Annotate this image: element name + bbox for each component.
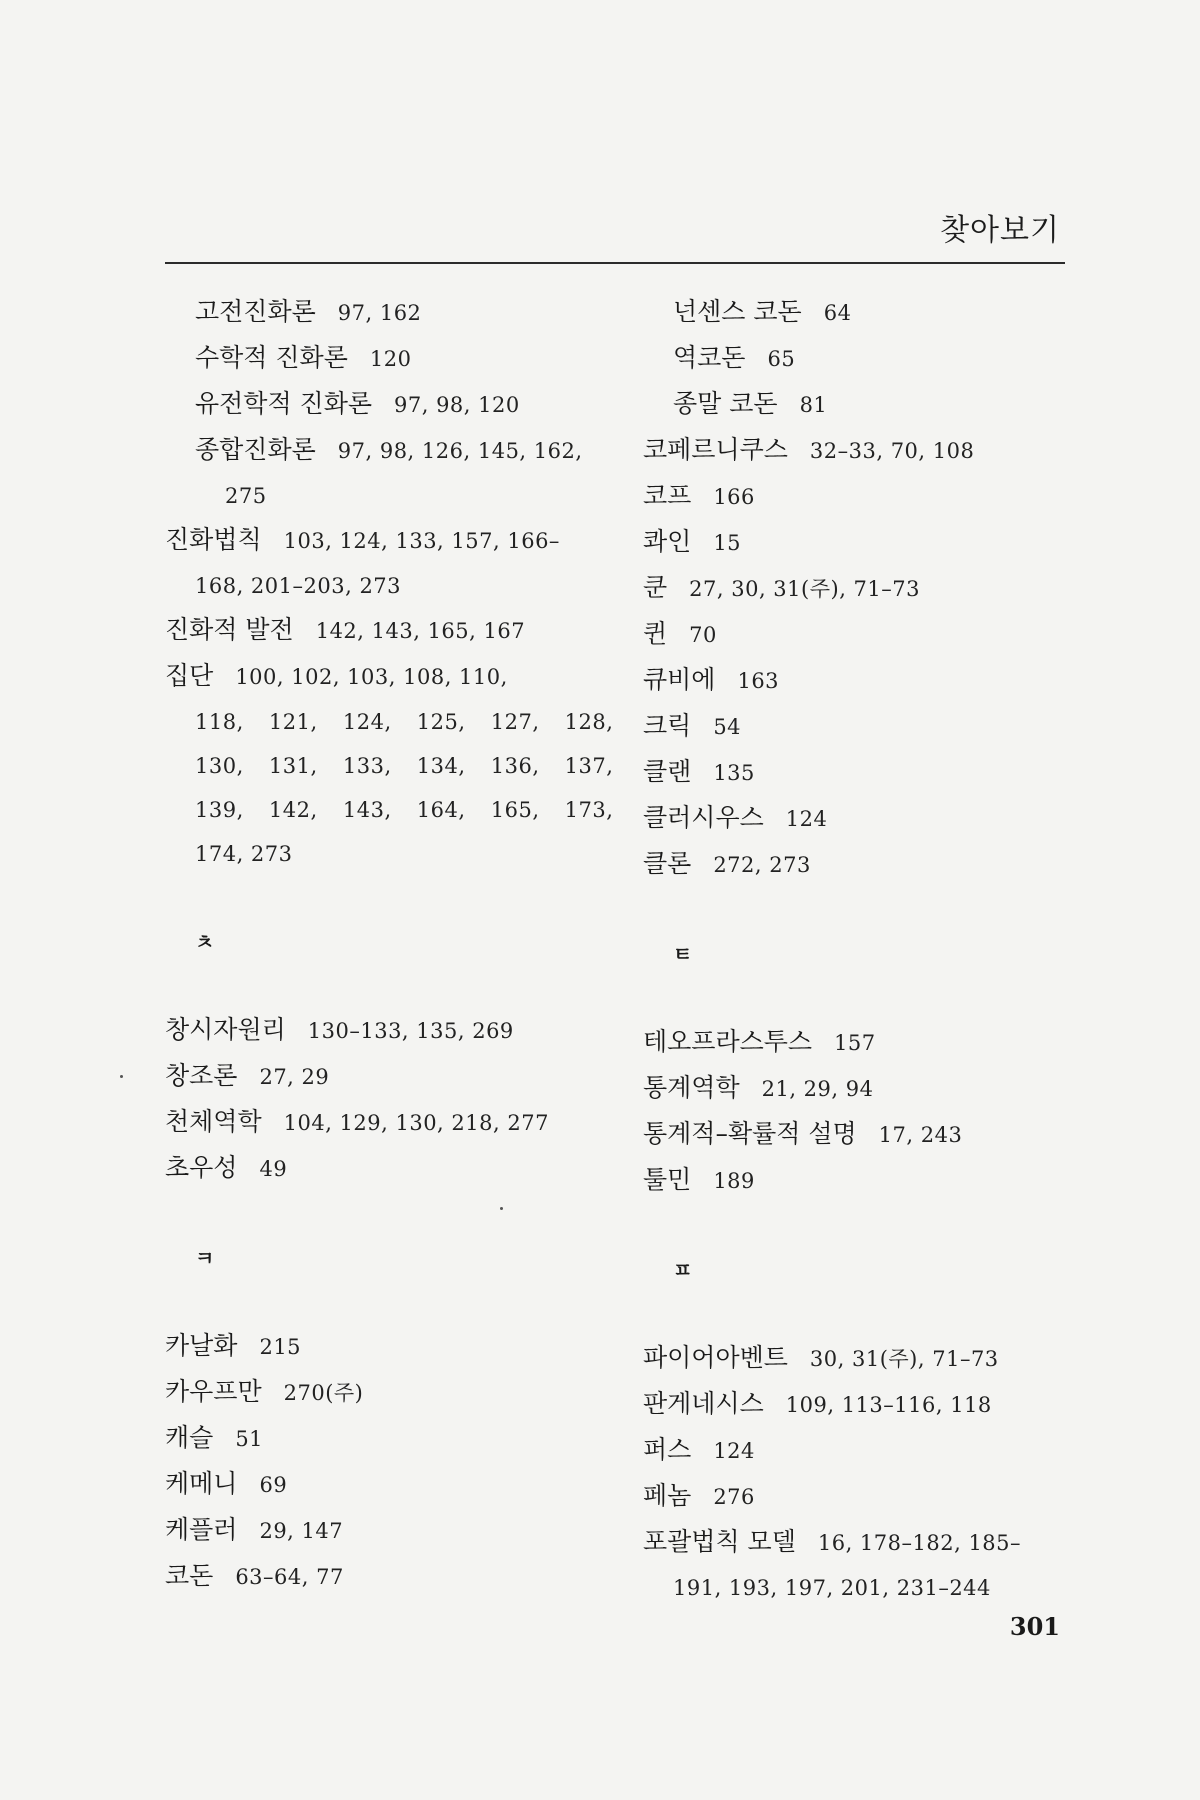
index-term: 판게네시스 [643, 1389, 764, 1418]
index-term: 크릭 [643, 711, 692, 740]
index-term: 진화적 발전 [165, 615, 294, 644]
index-entry [165, 1370, 610, 1416]
index-term: 진화법칙 [165, 525, 262, 554]
section-heading-kieuk: ㅋ [195, 1246, 215, 1270]
index-term: 클러시우스 [643, 803, 764, 832]
index-pages: 17, 243 [878, 1123, 963, 1147]
index-pages: 51 [235, 1427, 264, 1451]
index-term: 역코돈 [673, 343, 746, 372]
index-term: 툴민 [643, 1165, 692, 1194]
index-pages: 124 [713, 1439, 755, 1463]
index-entry [643, 520, 1083, 566]
index-pages: 104, 129, 130, 218, 277 [283, 1111, 549, 1135]
index-term: 페놈 [643, 1481, 692, 1510]
index-entry [643, 612, 1083, 658]
index-term: 코프 [643, 481, 692, 510]
index-pages: 97, 162 [337, 301, 422, 325]
index-entry [165, 1054, 610, 1100]
index-term: 코페르니쿠스 [643, 435, 788, 464]
index-entry [643, 336, 1083, 382]
scan-speck [500, 1207, 503, 1210]
index-entry [643, 1066, 1083, 1112]
index-entry [643, 1520, 1083, 1566]
index-term: 클론 [643, 849, 692, 878]
index-pages: 32–33, 70, 108 [809, 439, 975, 463]
index-pages: 70 [689, 623, 717, 647]
index-entry [165, 1100, 610, 1146]
index-pages: 63–64, 77 [235, 1565, 344, 1589]
index-pages-continued: 174, 273 [195, 842, 293, 866]
section-heading-tieut: ㅌ [673, 942, 693, 966]
index-entry [643, 704, 1083, 750]
index-pages: 157 [834, 1031, 876, 1055]
index-pages: 270(주) [283, 1381, 364, 1405]
index-term: 콰인 [643, 527, 692, 556]
index-pages: 54 [713, 715, 742, 739]
index-entry [643, 428, 1083, 474]
index-term: 테오프라스투스 [643, 1027, 813, 1056]
index-entry [643, 1474, 1083, 1520]
index-entry [643, 566, 1083, 612]
page-number: 301 [1009, 1612, 1060, 1641]
index-entry [165, 608, 610, 654]
index-term: 쿤 [643, 573, 668, 602]
index-entry [165, 1324, 610, 1370]
index-entry [165, 1008, 610, 1054]
index-pages: 15 [713, 531, 742, 555]
index-entry [165, 1146, 610, 1192]
index-term: 큐비에 [643, 665, 716, 694]
index-pages: 21, 29, 94 [761, 1077, 874, 1101]
index-term: 케플러 [165, 1515, 238, 1544]
index-entry [165, 518, 610, 564]
index-term: 케메니 [165, 1469, 238, 1498]
index-entry [165, 336, 610, 382]
index-entry [165, 1416, 610, 1462]
index-term: 캐슬 [165, 1423, 214, 1452]
index-entry [165, 654, 610, 700]
index-term: 포괄법칙 모델 [643, 1527, 796, 1556]
section-heading-pieup: ㅍ [673, 1258, 693, 1282]
index-pages: 29, 147 [259, 1519, 344, 1543]
index-pages: 65 [767, 347, 796, 371]
index-pages: 27, 30, 31(주), 71–73 [689, 577, 920, 601]
index-pages: 163 [737, 669, 780, 693]
index-pages: 130–133, 135, 269 [307, 1019, 514, 1043]
index-pages: 189 [713, 1169, 755, 1193]
index-pages: 69 [259, 1473, 288, 1497]
index-entry [643, 382, 1083, 428]
index-pages: 215 [259, 1335, 302, 1359]
index-term: 창시자원리 [165, 1015, 286, 1044]
index-entry [165, 1508, 610, 1554]
index-term: 카우프만 [165, 1377, 262, 1406]
index-entry [165, 382, 610, 428]
index-pages-continued: 130, 131, 133, 134, 136, 137, [195, 754, 614, 778]
scan-speck [120, 1075, 123, 1078]
index-entry [643, 796, 1083, 842]
index-pages-continued: 275 [225, 484, 267, 508]
index-pages: 120 [369, 347, 412, 371]
index-pages: 166 [713, 485, 755, 509]
index-entry [643, 1158, 1083, 1204]
index-pages: 276 [713, 1485, 755, 1509]
index-term: 유전학적 진화론 [195, 389, 372, 418]
index-pages-continued: 118, 121, 124, 125, 127, 128, [195, 710, 614, 734]
index-entry [643, 658, 1083, 704]
index-column-left [165, 290, 614, 1600]
index-term: 통계역학 [643, 1073, 740, 1102]
index-term: 집단 [165, 661, 214, 690]
index-term: 퍼스 [643, 1435, 692, 1464]
index-term: 천체역학 [165, 1107, 262, 1136]
index-pages: 142, 143, 165, 167 [315, 619, 526, 643]
index-entry [643, 290, 1083, 336]
index-pages: 135 [713, 761, 755, 785]
index-term: 고전진화론 [195, 297, 316, 326]
index-entry [643, 750, 1083, 796]
index-term: 넌센스 코돈 [673, 297, 802, 326]
index-pages: 272, 273 [713, 853, 811, 877]
index-term: 파이어아벤트 [643, 1343, 788, 1372]
index-pages: 64 [823, 301, 852, 325]
index-term: 통계적–확률적 설명 [643, 1119, 857, 1148]
index-pages-continued: 168, 201–203, 273 [195, 574, 402, 598]
index-entry [643, 1382, 1083, 1428]
index-entry [165, 1462, 610, 1508]
running-head: 찾아보기 [940, 213, 1060, 248]
index-pages: 30, 31(주), 71–73 [809, 1347, 999, 1371]
index-pages-continued: 139, 142, 143, 164, 165, 173, [195, 798, 614, 822]
index-pages: 97, 98, 120 [394, 393, 520, 417]
index-term: 창조론 [165, 1061, 238, 1090]
index-pages: 16, 178–182, 185– [817, 1531, 1022, 1555]
index-entry [643, 1428, 1083, 1474]
index-entry [643, 474, 1083, 520]
index-pages: 103, 124, 133, 157, 166– [283, 529, 560, 553]
index-pages: 100, 102, 103, 108, 110, [235, 665, 508, 689]
index-term: 종합진화론 [195, 435, 316, 464]
index-pages: 97, 98, 126, 145, 162, [337, 439, 583, 463]
index-entry [165, 290, 610, 336]
index-term: 코돈 [165, 1561, 214, 1590]
index-pages: 124 [785, 807, 828, 831]
index-pages: 49 [259, 1157, 288, 1181]
header-rule [165, 262, 1065, 264]
index-term: 클랜 [643, 757, 692, 786]
index-term: 종말 코돈 [673, 389, 778, 418]
index-column-right [643, 290, 1083, 1610]
index-term: 카날화 [165, 1331, 238, 1360]
index-term: 초우성 [165, 1153, 238, 1182]
index-pages: 27, 29 [259, 1065, 330, 1089]
section-heading-chieut: ㅊ [195, 930, 215, 954]
index-entry [165, 1554, 610, 1600]
index-term: 수학적 진화론 [195, 343, 348, 372]
index-entry [643, 1112, 1083, 1158]
index-entry [643, 1336, 1083, 1382]
index-pages: 81 [799, 393, 828, 417]
index-entry [643, 842, 1083, 888]
index-pages: 109, 113–116, 118 [785, 1393, 992, 1417]
index-entry [165, 428, 610, 474]
index-entry [643, 1020, 1083, 1066]
index-term: 퀸 [643, 619, 668, 648]
index-pages-continued: 191, 193, 197, 201, 231–244 [673, 1576, 991, 1600]
